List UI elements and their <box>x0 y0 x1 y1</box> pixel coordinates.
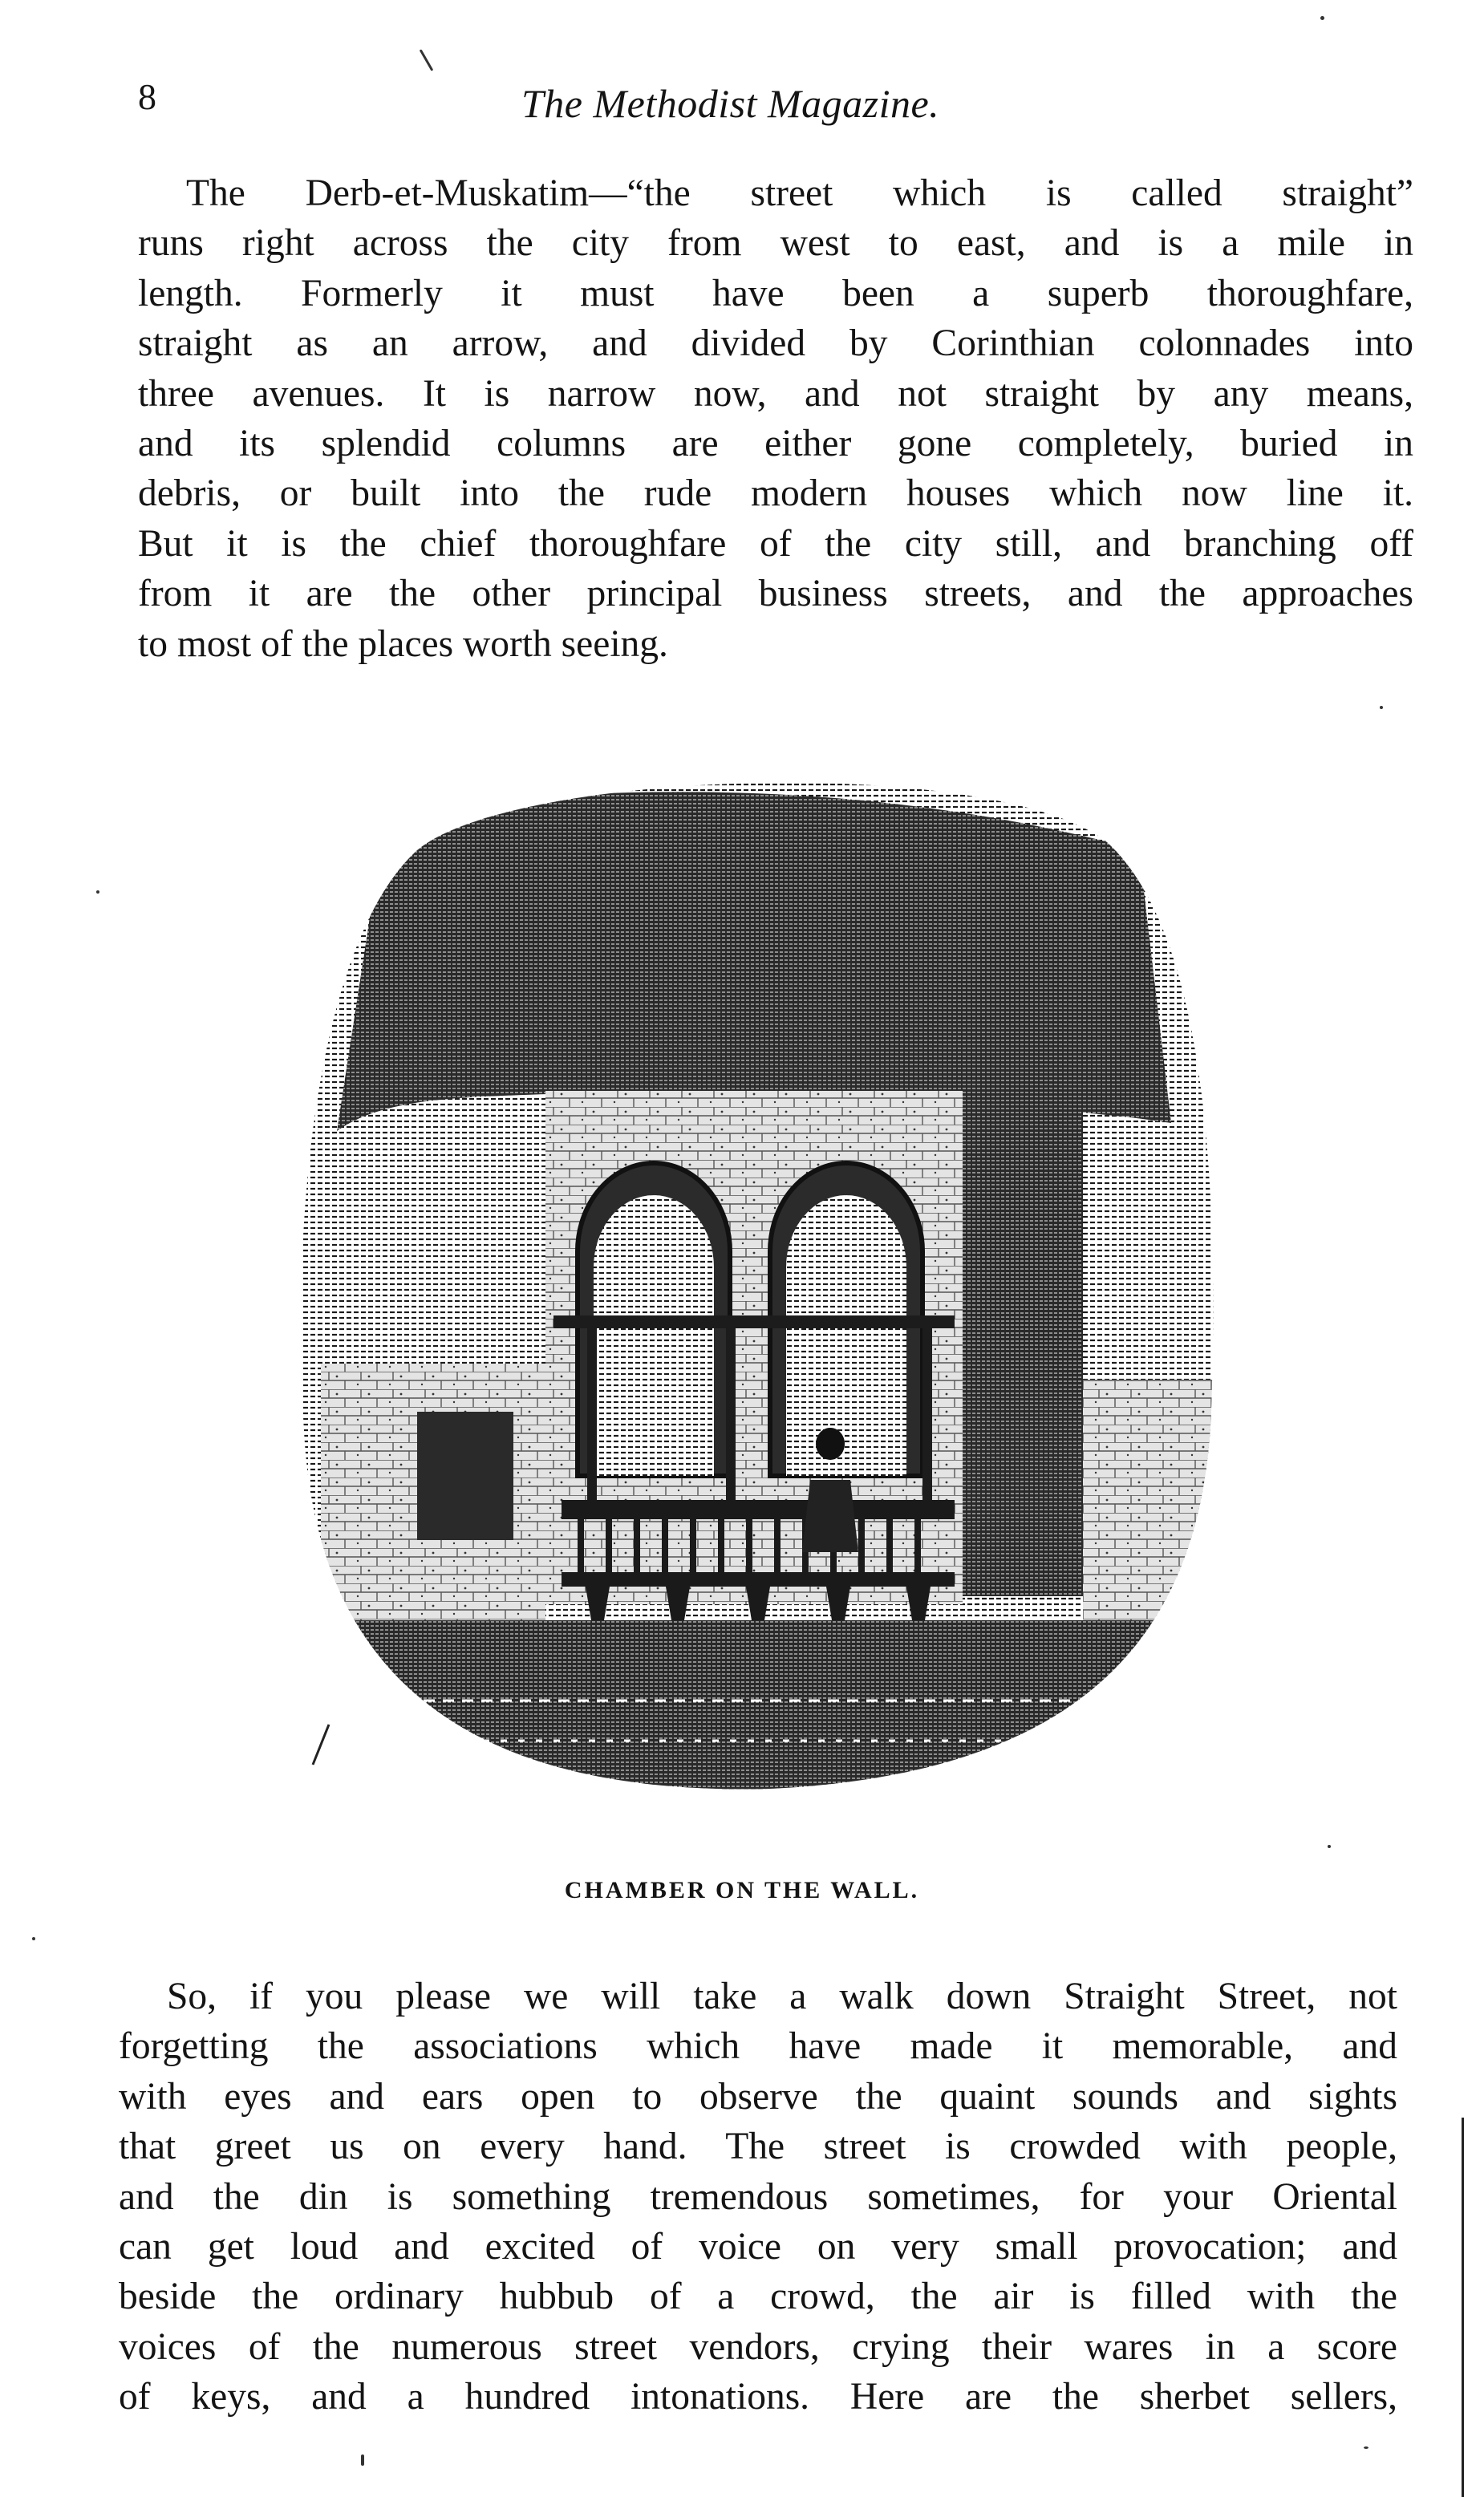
ink-speck <box>96 890 99 894</box>
ink-speck <box>1328 1845 1331 1848</box>
paragraph-walk-down-straight-street <box>119 1972 1397 2422</box>
text-line: So, if you please we will take a walk down Straight Street, not <box>167 1976 1397 2017</box>
running-title: The Methodist Magazine. <box>521 81 940 126</box>
ink-speck <box>361 2454 364 2466</box>
text-line: and the din is something tremendous sometimes, for your Oriental <box>119 2175 1397 2218</box>
margin-rule <box>1462 2118 1464 2497</box>
ink-speck <box>420 49 434 71</box>
text-line: and its splendid columns are either gone completely, buried in <box>138 423 1413 465</box>
text-line: three avenues. It is narrow now, and not straight by any means, <box>138 372 1413 415</box>
text-line: from it are the other principal business streets, and the approaches <box>138 573 1413 615</box>
text-line: beside the ordinary hubbub of a crowd, the air is filled with the <box>119 2276 1397 2318</box>
ink-speck <box>1320 16 1324 20</box>
text-line: that greet us on every hand. The street is crowded with people, <box>119 2126 1397 2168</box>
text-line: But it is the chief thoroughfare of the city still, and branching off <box>138 522 1413 565</box>
page-number: 8 <box>138 76 156 117</box>
text-line: to most of the places worth seeing. <box>138 622 668 665</box>
paragraph-straight-street <box>138 168 1413 669</box>
text-line: length. Formerly it must have been a superb thoroughfare, <box>138 272 1413 314</box>
text-line: forgetting the associations which have made it memorable, and <box>119 2025 1397 2068</box>
text-line: with eyes and ears open to observe the quaint sounds and sights <box>119 2075 1397 2118</box>
text-line: of keys, and a hundred intonations. Here are the sherbet sellers, <box>119 2376 1397 2418</box>
engraving-chamber-on-the-wall <box>289 754 1235 1829</box>
ink-speck <box>1364 2446 1368 2449</box>
text-line: can get loud and excited of voice on very small provocation; and <box>119 2226 1397 2268</box>
text-line: runs right across the city from west to east, and is a mile in <box>138 222 1413 265</box>
text-line: voices of the numerous street vendors, crying their wares in a score <box>119 2325 1397 2368</box>
text-line: The Derb-et-Muskatim—“the street which is called straight” <box>186 172 1413 214</box>
ink-speck <box>32 1937 35 1940</box>
ink-speck <box>1380 706 1383 709</box>
figure-caption: CHAMBER ON THE WALL. <box>564 1877 920 1903</box>
text-line: debris, or built into the rude modern houses which now line it. <box>138 472 1413 515</box>
text-line: straight as an arrow, and divided by Corinthian colonnades into <box>138 322 1413 365</box>
